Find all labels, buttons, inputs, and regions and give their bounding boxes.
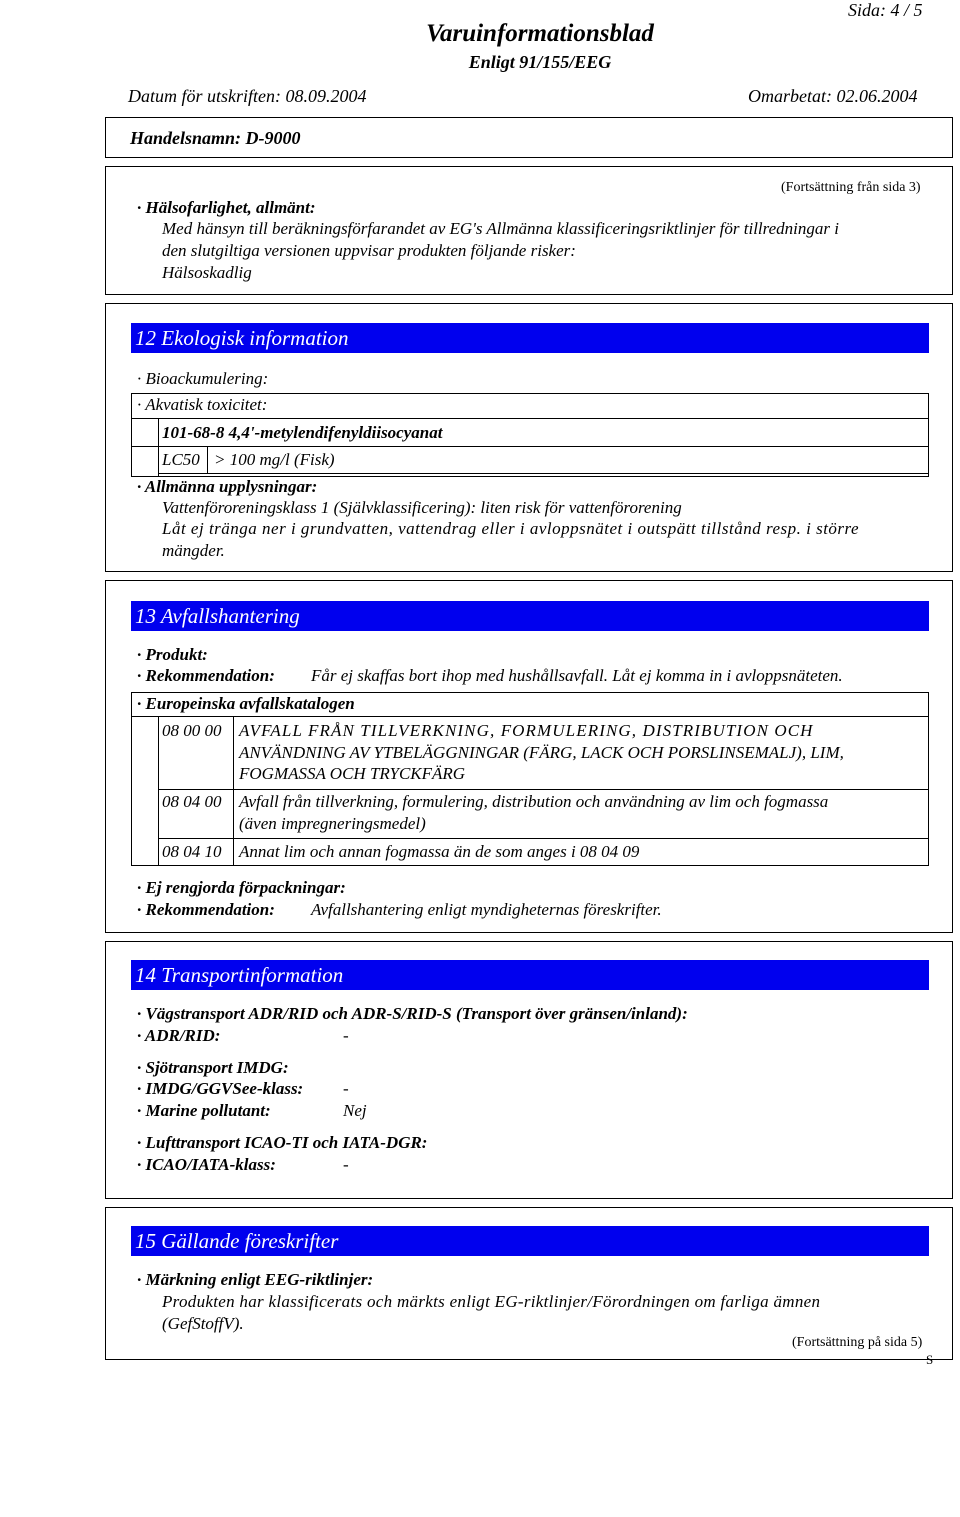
waste-description: Annat lim och annan fogmassa än de som anges i 08 04 09 <box>239 842 640 861</box>
general-info-label: · Allmänna upplysningar: <box>137 477 318 496</box>
waste-description: FOGMASSA OCH TRYCKFÄRG <box>239 764 466 783</box>
revised-date: Omarbetat: 02.06.2004 <box>748 86 918 106</box>
divider <box>158 716 159 866</box>
adr-rid-value: - <box>343 1026 349 1045</box>
print-date: Datum för utskriften: 08.09.2004 <box>128 86 367 106</box>
lc50-label: LC50 <box>162 450 200 469</box>
continuation-to: (Fortsättning på sida 5) <box>792 1335 923 1350</box>
marine-pollutant-label: · Marine pollutant: <box>137 1101 271 1120</box>
waste-description: (även impregneringsmedel) <box>239 814 426 833</box>
bioaccumulation-label: · Bioackumulering: <box>137 369 269 388</box>
recommendation-text: Avfallshantering enligt myndigheternas föreskrifter. <box>311 900 662 919</box>
divider <box>131 446 929 447</box>
substance-name: 101-68-8 4,4'-metylendifenyldiisocyanat <box>162 423 443 442</box>
recommendation-label: · Rekommendation: <box>137 666 275 685</box>
adr-rid-label: · ADR/RID: <box>137 1026 221 1045</box>
waste-description: AVFALL FRÅN TILLVERKNING, FORMULERING, DISTRIBUTION OCH <box>239 721 814 740</box>
icao-class-label: · ICAO/IATA-klass: <box>137 1155 276 1174</box>
uncleaned-packaging-label: · Ej rengjorda förpackningar: <box>137 878 346 897</box>
air-transport-label: · Lufttransport ICAO-TI och IATA-DGR: <box>137 1133 428 1152</box>
section-13-title: 13 Avfallshantering <box>131 601 929 631</box>
lc50-value: > 100 mg/l (Fisk) <box>214 450 335 469</box>
sea-transport-label: · Sjötransport IMDG: <box>137 1058 289 1077</box>
regulation-text-1: Produkten har klassificerats och märkts enligt EG-riktlinjer/Förordningen om farliga ämnen <box>162 1292 821 1311</box>
aquatic-toxicity-label: · Akvatisk toxicitet: <box>137 395 268 414</box>
marking-label: · Märkning enligt EEG-riktlinjer: <box>137 1270 374 1289</box>
divider <box>158 789 929 790</box>
imdg-class-value: - <box>343 1079 349 1098</box>
product-label: · Produkt: <box>137 645 208 664</box>
health-heading: · Hälsofarlighet, allmänt: <box>137 198 316 217</box>
document-subtitle: Enligt 91/155/EEG <box>468 52 612 72</box>
recommendation-label: · Rekommendation: <box>137 900 275 919</box>
waste-code: 08 04 10 <box>162 842 222 861</box>
water-class: Vattenföroreningsklass 1 (Självklassificering): liten risk för vattenförorening <box>162 498 682 517</box>
divider <box>158 418 159 477</box>
waste-description: ANVÄNDNING AV YTBELÄGGNINGAR (FÄRG, LACK OCH PORSLINSEMALJ), LIM, <box>239 743 844 762</box>
icao-class-value: - <box>343 1155 349 1174</box>
trade-name: Handelsnamn: D-9000 <box>130 128 301 148</box>
regulation-text-2: (GefStoffV). <box>162 1314 244 1333</box>
section-14-title: 14 Transportinformation <box>131 960 929 990</box>
health-text-2: den slutgiltiga versionen uppvisar produkten följande risker: <box>162 241 576 260</box>
health-text-3: Hälsoskadlig <box>162 263 252 282</box>
imdg-class-label: · IMDG/GGVSee-klass: <box>137 1079 304 1098</box>
document-title: Varuinformationsblad <box>426 20 654 47</box>
divider <box>158 838 929 839</box>
page-number: Sida: 4 / 5 <box>848 0 923 20</box>
advice-line-1: Låt ej tränga ner i grundvatten, vattendrag eller i avloppsnätet i outspätt tillstånd resp. i större <box>162 519 860 538</box>
divider <box>207 446 208 474</box>
road-transport-label: · Vägstransport ADR/RID och ADR-S/RID-S (Transport över gränsen/inland): <box>137 1004 688 1023</box>
divider <box>131 716 929 717</box>
section-15-title: 15 Gällande föreskrifter <box>131 1226 929 1256</box>
waste-code: 08 04 00 <box>162 792 222 811</box>
marine-pollutant-value: Nej <box>343 1101 367 1120</box>
divider <box>158 473 929 474</box>
continuation-from: (Fortsättning från sida 3) <box>781 180 921 195</box>
advice-line-2: mängder. <box>162 541 225 560</box>
divider <box>131 418 929 419</box>
waste-catalog-label: · Europeinska avfallskatalogen <box>137 694 355 713</box>
health-text-1: Med hänsyn till beräkningsförfarandet av EG's Allmänna klassificeringsriktlinjer för tillredningar i <box>162 219 839 238</box>
waste-code: 08 00 00 <box>162 721 222 740</box>
recommendation-text: Får ej skaffas bort ihop med hushållsavfall. Låt ej komma in i avloppsnäteten. <box>311 666 843 685</box>
corner-mark: S <box>926 1352 934 1367</box>
trade-name-box <box>105 117 953 158</box>
section-12-title: 12 Ekologisk information <box>131 323 929 353</box>
waste-description: Avfall från tillverkning, formulering, distribution och användning av lim och fogmassa <box>239 792 829 811</box>
divider <box>233 716 234 866</box>
